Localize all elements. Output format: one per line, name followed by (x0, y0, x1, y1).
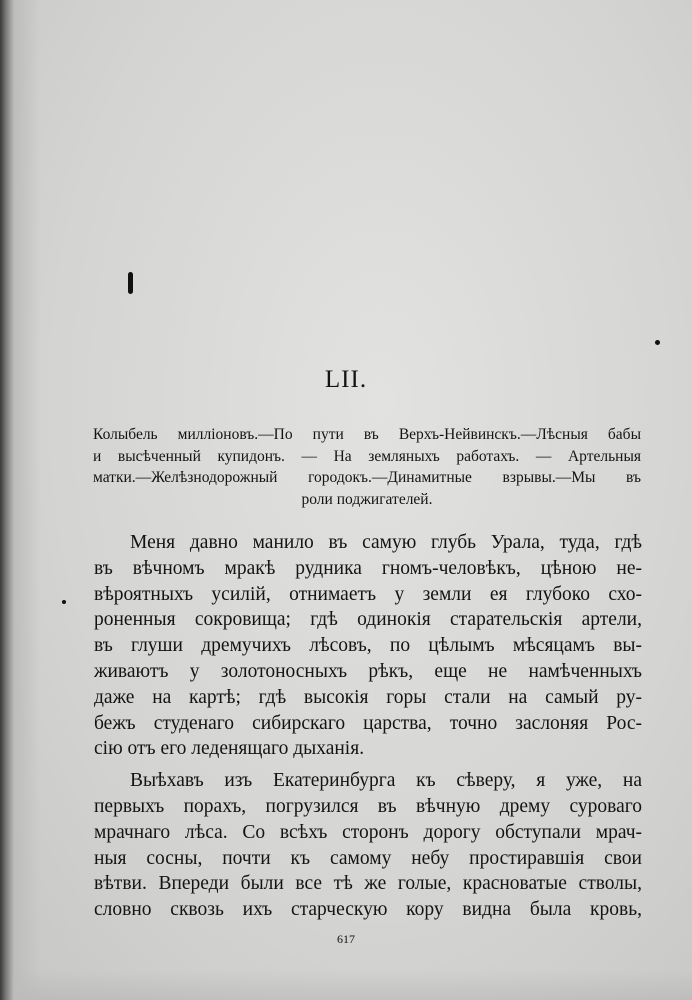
ink-mark (128, 272, 133, 294)
text-line: вѣроятныхъ усилій, отнимаетъ у земли ея глубоко схо- (94, 583, 642, 605)
ink-dot (655, 340, 660, 345)
text-line: ныя сосны, почти къ самому небу простиравшія свои (94, 847, 642, 869)
text-line: мрачнаго лѣса. Со всѣхъ сторонъ дорогу обступали мрач- (94, 821, 642, 843)
summary-line: роли поджигателей. (301, 490, 433, 508)
ink-dot (62, 600, 66, 604)
text-line: бежъ студенаго сибирскаго царства, точно заслоняя Рос- (94, 712, 642, 734)
text-line: словно сквозь ихъ старческую кору видна была кровь, (94, 899, 642, 921)
chapter-summary (93, 424, 641, 510)
text-line: первыхъ порахъ, погрузился въ вѣчную дрему суроваго (94, 795, 642, 817)
text-line: вѣтви. Впереди были все тѣ же голые, красноватые стволы, (94, 873, 642, 895)
text-line: Меня давно манило въ самую глубь Урала, туда, гдѣ (130, 532, 642, 553)
text-line: даже на картѣ; гдѣ высокія горы стали на самый ру- (94, 686, 642, 708)
chapter-number: LII. (324, 366, 368, 393)
page-number: 617 (337, 932, 355, 946)
summary-line: и высѣченный купидонъ. — На земляныхъ работахъ. — Артельныя (93, 447, 641, 465)
body-text (94, 530, 642, 923)
summary-line: Колыбель милліоновъ.—По пути въ Верхъ-Нейвинскъ.—Лѣсныя бабы (93, 426, 641, 443)
text-line: въ вѣчномъ мракѣ рудника гномъ-человѣкъ, цѣною не- (94, 557, 642, 579)
text-line: роненныя сокровища; гдѣ одинокія старательскія артели, (94, 609, 642, 631)
text-line: въ глуши дремучихъ лѣсовъ, по цѣлымъ мѣсяцамъ вы- (94, 635, 642, 657)
text-line: Выѣхавъ изъ Екатеринбурга къ сѣверу, я уже, на (130, 770, 642, 792)
text-line: сію отъ его леденящаго дыханія. (94, 738, 365, 760)
text-line: живаютъ у золотоносныхъ рѣкъ, еще не намѣченныхъ (94, 660, 642, 682)
summary-line: матки.—Желѣзнодорожный городокъ.—Динамитные взрывы.—Мы въ (93, 469, 641, 486)
